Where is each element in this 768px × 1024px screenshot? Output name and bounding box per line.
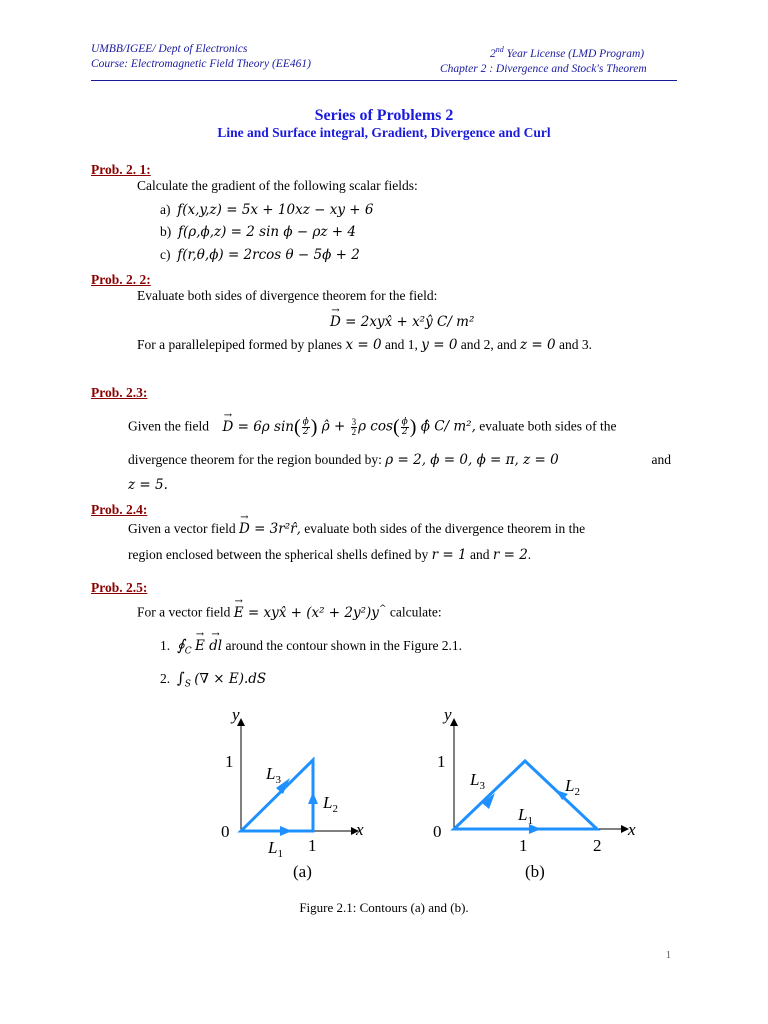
prob-2-1-heading: Prob. 2. 1:	[91, 162, 151, 177]
y-tick-1: 1	[437, 752, 446, 771]
header-right	[440, 42, 676, 77]
prob-2-2-field-equation: → D = 2xyx̂ + x²ŷ C/ m²	[330, 314, 474, 330]
prob-2-3-line2: divergence theorem for the region bounded by: ρ = 2, ϕ = 0, ϕ = π, z = 0 and	[128, 452, 671, 468]
prob-2-1-intro: Calculate the gradient of the following scalar fields:	[137, 178, 418, 193]
prob-2-3-heading: Prob. 2.3:	[91, 385, 148, 400]
prob-2-1-item-a: a) f(x,y,z) = 5x + 10xz − xy + 6	[160, 202, 374, 218]
x-tick-2: 2	[593, 836, 602, 855]
label-L3: $L_3$	[266, 764, 281, 786]
prob-2-3-line1: Given the field → D = 6ρ sin( $\frac{\phi}{2}$ ) ρ̂ + $\frac{3}{2}$ ρ cos( $\frac{\phi}{2}$ ) ϕ̂ C/ m², evaluate both sides of the	[128, 416, 672, 439]
label-L1: $L_1$	[518, 805, 533, 827]
label-L1: $L_1$	[268, 838, 283, 860]
header-course: Course: Electromagnetic Field Theory (EE461)	[91, 58, 311, 70]
header-left	[91, 42, 311, 72]
prob-2-4-line2: region enclosed between the spherical shells defined by r = 1 and r = 2.	[128, 547, 532, 563]
prob-2-2-heading: Prob. 2. 2:	[91, 272, 151, 287]
gradient-expr-a: f(x,y,z) = 5x + 10xz − xy + 6	[177, 202, 374, 218]
label-L2: $L_2$	[565, 776, 580, 798]
origin-label: 0	[433, 822, 442, 841]
prob-2-3-line3: z = 5.	[128, 477, 168, 493]
header-rule	[91, 80, 677, 81]
figure-contour-a	[210, 700, 380, 890]
x-axis-label: x	[628, 820, 636, 839]
figure-caption: Figure 2.1: Contours (a) and (b).	[299, 900, 469, 915]
header-program: 2nd Year License (LMD Program)	[490, 45, 645, 60]
gradient-expr-c: f(r,θ,ϕ) = 2rcos θ − 5ϕ + 2	[177, 247, 360, 263]
x-tick-1: 1	[308, 836, 317, 855]
label-L2: $L_2$	[323, 793, 338, 815]
y-axis-label: y	[232, 705, 240, 724]
prob-2-1-item-c: c) f(r,θ,ϕ) = 2rcos θ − 5ϕ + 2	[160, 247, 360, 263]
arrow-L1	[280, 826, 292, 836]
triangle-contour	[241, 760, 313, 831]
label-L3: $L_3$	[470, 770, 485, 792]
header-department: UMBB/IGEE/ Dept of Electronics	[91, 43, 248, 55]
x-tick-1: 1	[519, 836, 528, 855]
page-subtitle: Line and Surface integral, Gradient, Divergence and Curl	[217, 125, 551, 140]
prob-2-1-item-b: b) f(ρ,ϕ,z) = 2 sin ϕ − ρz + 4	[160, 224, 356, 240]
page-number: 1	[666, 950, 671, 961]
prob-2-4-line1: Given a vector field → D = 3r²r̂, evaluate both sides of the divergence theorem in the	[128, 521, 672, 537]
prob-2-5-heading: Prob. 2.5:	[91, 580, 148, 595]
prob-2-5-statement: For a vector field → E = xyx̂ + (x² + 2y²)y^ calculate:	[137, 604, 442, 621]
figure-contour-b	[425, 700, 655, 890]
page-title: Series of Problems 2	[314, 107, 454, 124]
gradient-expr-b: f(ρ,ϕ,z) = 2 sin ϕ − ρz + 4	[178, 224, 356, 240]
prob-2-5-item-1: 1. $∮_C \to E$ → dl around the contour shown in the Figure 2.1.	[160, 636, 462, 657]
header-chapter: Chapter 2 : Divergence and Stock's Theorem	[440, 62, 647, 75]
x-axis-label: x	[356, 820, 364, 839]
prob-2-2-planes: For a parallelepiped formed by planes x = 0 and 1, y = 0 and 2, and z = 0 and 3.	[137, 337, 593, 353]
y-tick-1: 1	[225, 752, 234, 771]
arrow-L2	[308, 792, 318, 804]
origin-label: 0	[221, 822, 230, 841]
figure-tag-a: (a)	[293, 862, 312, 881]
figure-tag-b: (b)	[525, 862, 545, 881]
prob-2-5-item-2: 2. $\int_S$ (∇ × E).dS	[160, 669, 267, 690]
prob-2-4-heading: Prob. 2.4:	[91, 502, 148, 517]
y-axis-label: y	[444, 705, 452, 724]
prob-2-2-intro: Evaluate both sides of divergence theorem for the field:	[137, 288, 438, 303]
